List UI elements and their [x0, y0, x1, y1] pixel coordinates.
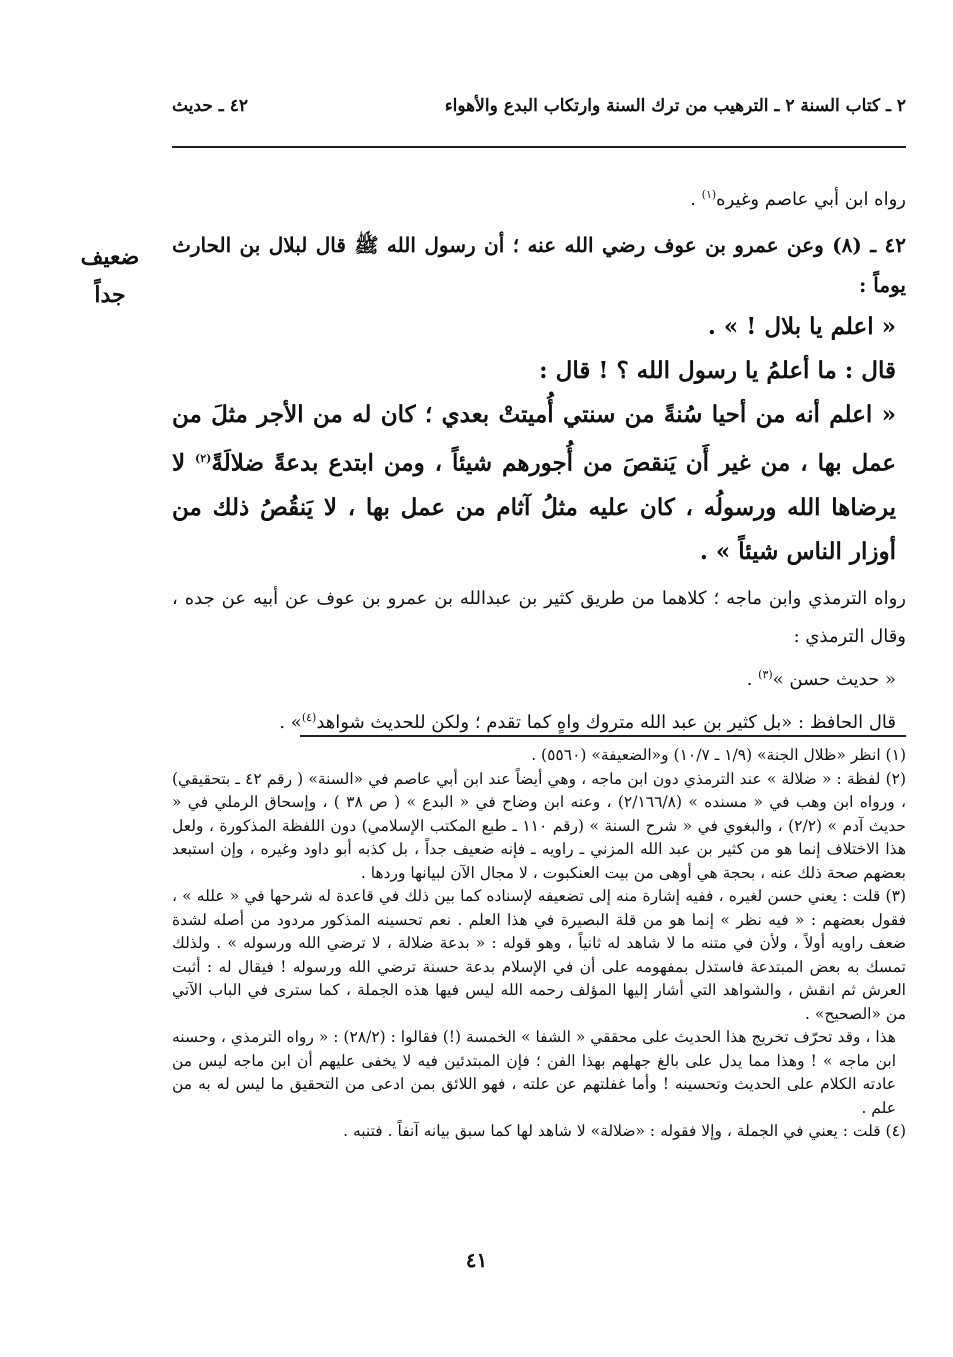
grade-line-1: ضعيف [80, 244, 140, 270]
running-header [172, 96, 906, 126]
intro-paragraph: رواه ابن أبي عاصم وغيره$^{(١)}$ . [690, 188, 906, 210]
footnote-ref-2: (٢) [195, 452, 212, 465]
quote-3: « اعلم أنه من أحيا سُنةً من سنتي أُميتتْ بعدي ؛ كان له من الأجر مثلَ من عمل بها ، من غير أَن يَنقصَ من أُجورهم شيئاً ، ومن ابتدع بدعةً ضلالَةً$^{(٢)}$ لا يرضاها الله ورسولُه ، كان عليه مثلُ آثام من عمل بها ، لا يَنقُصُ ذلك من أوزار الناس شيئاً » . [172, 401, 896, 565]
tirmidhi-verdict: « حديث حسن »$^{(٣)}$ . [746, 667, 896, 690]
quote-1: « اعلم يا بلال ! » . [707, 313, 896, 340]
footnote-3: (٣) قلت : يعني حسن لغيره ، ففيه إشارة منه إلى تضعيفه لإسناده كما بين ذلك في قاعدة له شرحها في « علله » ، فقول بعضهم : « فيه نظر » إنما هو من قلة البصيرة في هذا العلم . نعم تحسينه المذكور مردود من أصله لشدة ضعف راويه أولاً ، ولأن في متنه ما لا شاهد له ثانياً ، وهو قوله : « بدعة ضلالة ، لا ترضي الله ورسوله » . ولذلك تمسك به بعض المبتدعة فاستدل بمفهومه على أن في الإسلام بدعة حسنة ترضي الله ورسوله ! فيقال له : أثبت العرش ثم انقش ، والشواهد التي أشار إليها المؤلف رحمه الله ليس فيها هذه الجملة ، كما سترى في الباب الآتي من «الصحيح» . [172, 887, 906, 1023]
hadith-grade [70, 238, 150, 314]
narration-paragraph: رواه الترمذي وابن ماجه ؛ كلاهما من طريق كثير بن عبدالله بن عمرو بن عوف عن أبيه عن جده ، وقال الترمذي : [172, 587, 906, 647]
hadith-intro: ٤٢ ـ (٨) وعن عمرو بن عوف رضي الله عنه ؛ أن رسول الله ﷺ قال لبلال بن الحارث يوماً : [172, 233, 906, 297]
footnotes [172, 744, 906, 1144]
footnote-ref-4: (٤) [301, 710, 317, 724]
footnote-1: (١) انظر «ظلال الجنة» (١/٩ ـ ١٠/٧) و«الضعيفة» (٥٥٦٠) . [531, 746, 906, 764]
footnote-ref-1: (١) [701, 188, 717, 201]
main-text [172, 176, 906, 742]
header-hadith-number: ٤٢ ـ حديث [172, 96, 248, 116]
header-chapter-title: ٢ ـ كتاب السنة ٢ ـ الترهيب من ترك السنة وارتكاب البدع والأهواء [444, 96, 906, 116]
footnote-divider [300, 735, 906, 737]
quote-2: قال : ما أعلمُ يا رسول الله ؟ ! قال : [539, 357, 896, 384]
hafiz-comment: قال الحافظ : «بل كثير بن عبد الله متروك واهٍ كما تقدم ؛ ولكن للحديث شواهد$^{(٤)}$» . [279, 710, 896, 733]
grade-line-2: جداً [94, 282, 126, 308]
hadith-number: ٤٢ ـ (٨) [832, 233, 906, 257]
page-number: ٤١ [465, 1248, 488, 1272]
footnote-3-continued: هذا ، وقد تحرّف تخريج هذا الحديث على محققي « الشفا » الخمسة (!) فقالوا : (٢٨/٢) : « رواه الترمذي ، وحسنه ابن ماجه » ! وهذا مما يدل على بالغ جهلهم بهذا الفن ؛ فإن المبتدئين فيه لا يخفى عليهم أن ابن ماجه ليس من عادته الكلام على الحديث وتحسينه ! وأما غفلتهم عن علته ، فهو اللائق بمن ادعى من التحقيق ما ليس له به من علم . [172, 1028, 896, 1117]
footnote-ref-3: (٣) [758, 667, 773, 681]
footnote-2: (٢) لفظة : « ضلالة » عند الترمذي دون ابن ماجه ، وهي أيضاً عند ابن أبي عاصم في «السنة» ( رقم ٤٢ ـ بتحقيقي) ، ورواه ابن وهب في « مسنده » (٢/١٦٦/٨) ، وعنه ابن وضاح في « البدع » ( ص ٣٨ ) ، وإسحاق الرملي في « حديث آدم » (٢/٢) ، والبغوي في « شرح السنة » (رقم ١١٠ ـ طبع المكتب الإسلامي) دون اللفظة المذكورة ، ولعل هذا الاختلاف إنما هو من كثير بن عبد الله المزني ـ راويه ـ فإنه ضعيف جداً ، بل كذبه أبو داود وغيره ، وإن استبعد بعضهم صحة ذلك عنه ، بحجة هي أوهى من بيت العنكبوت ، لا مجال الآن لبيانها وردها . [172, 769, 907, 882]
footnote-4: (٤) قلت : يعني في الجملة ، وإلا فقوله : «ضلالة» لا شاهد لها كما سبق بيانه آنفاً . فتنبه . [343, 1122, 906, 1140]
header-divider [172, 146, 906, 148]
